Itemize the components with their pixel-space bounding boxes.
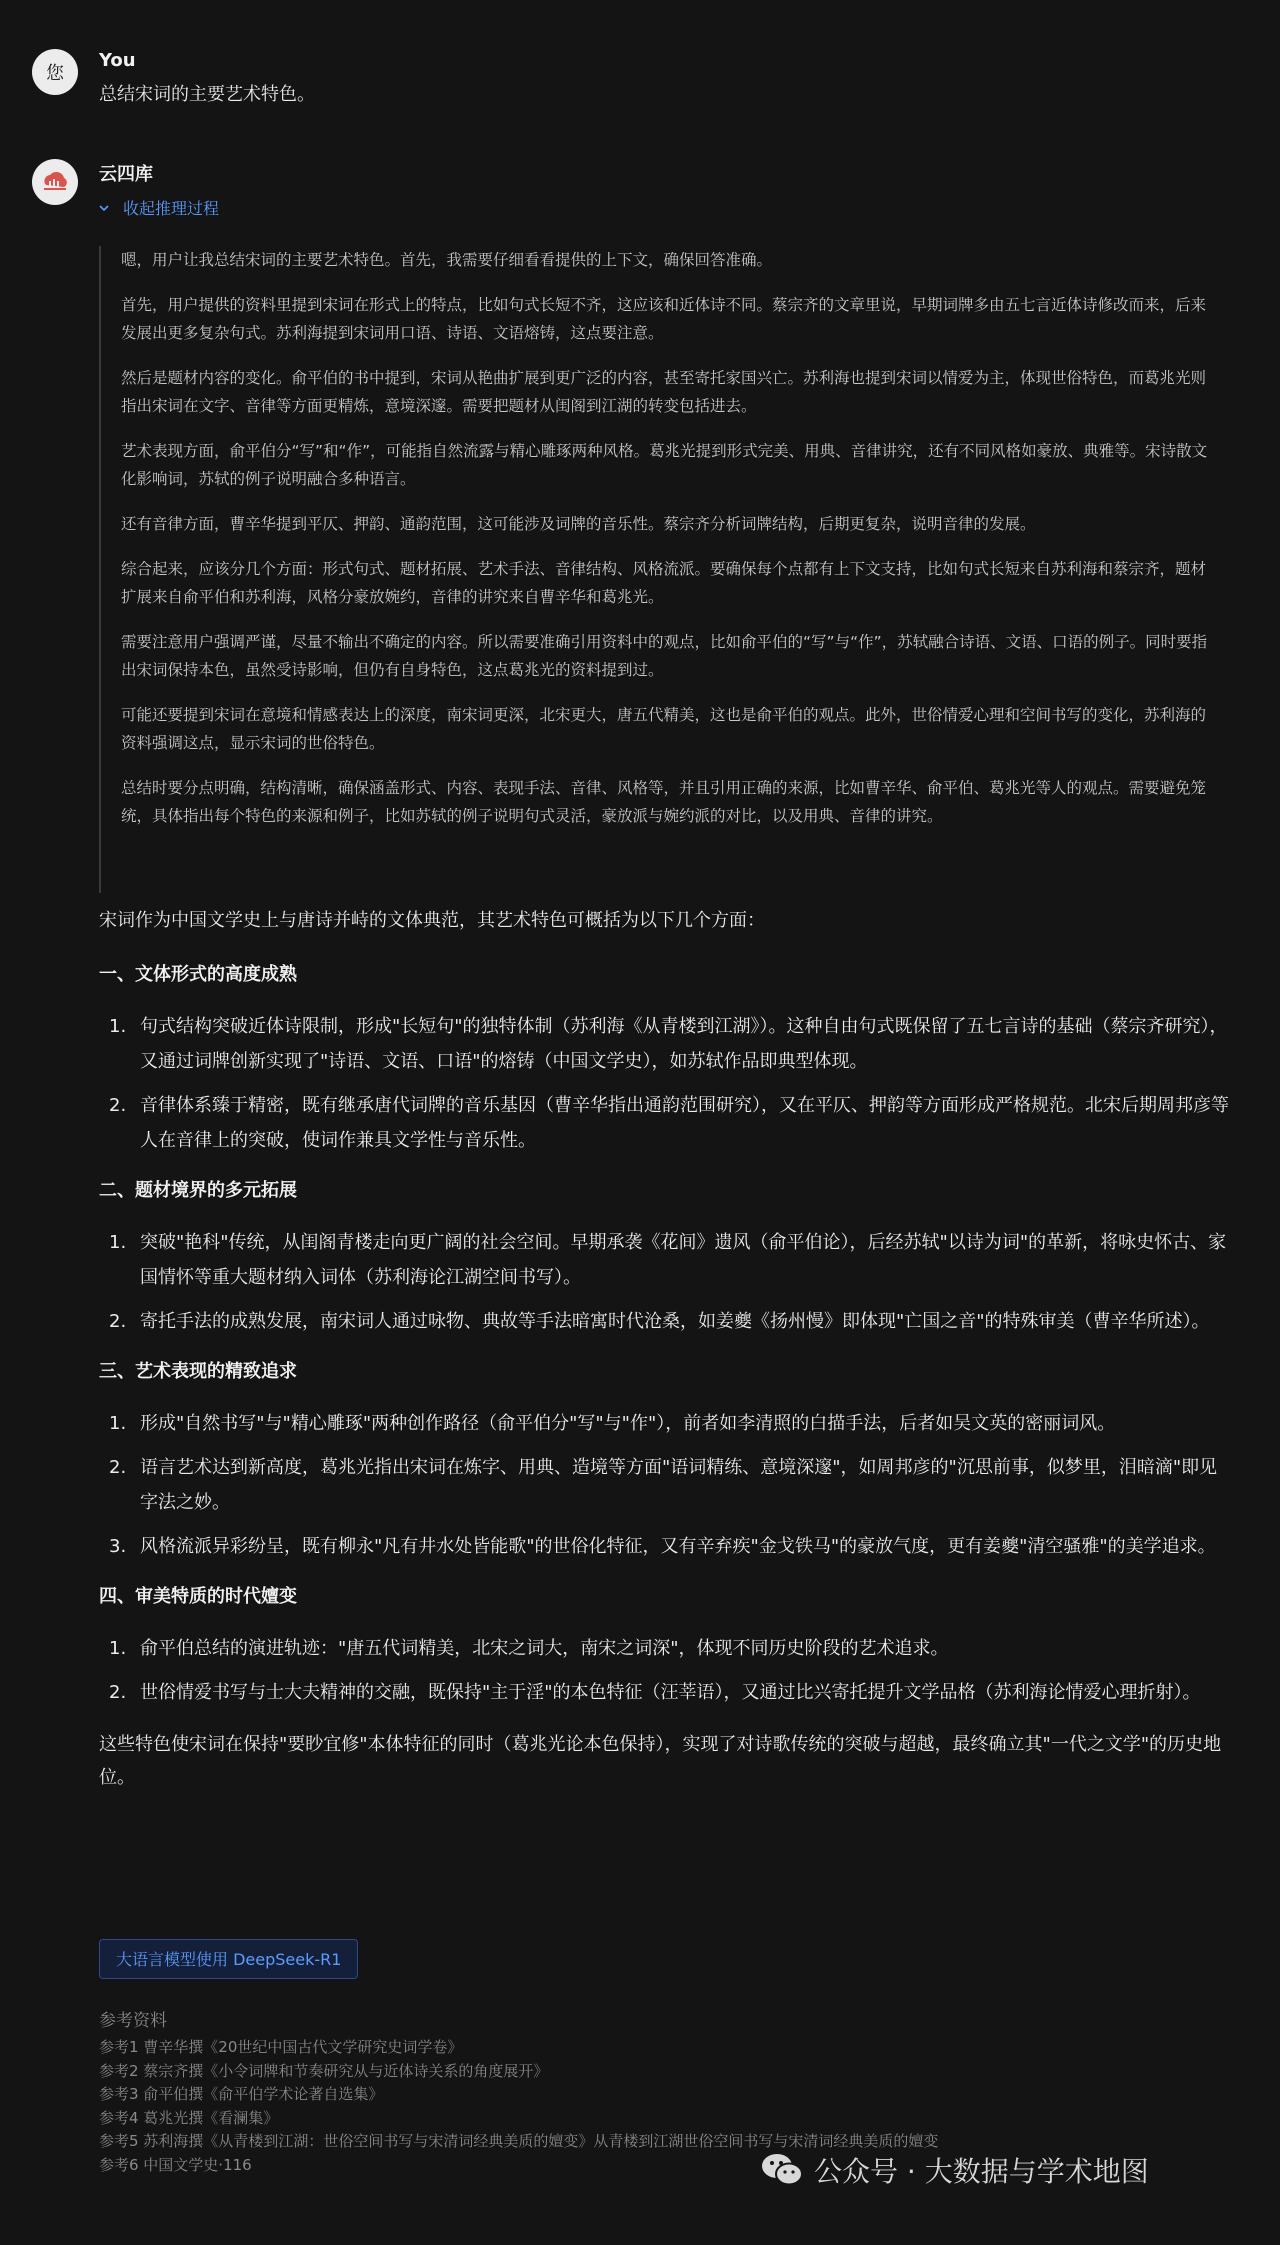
list-item (99, 1009, 1234, 1079)
section-list (99, 1406, 1234, 1564)
list-number: 2. (109, 1682, 127, 1703)
cloud-library-logo-icon (40, 171, 70, 193)
list-number: 3. (109, 1536, 127, 1557)
list-item-text: 俞平伯总结的演进轨迹："唐五代词精美，北宋之词大，南宋之词深"，体现不同历史阶段的艺术追求。 (140, 1638, 949, 1659)
list-item-text: 风格流派异彩纷呈，既有柳永"凡有井水处皆能歌"的世俗化特征，又有辛弃疾"金戈铁马"的豪放气度，更有姜夔"清空骚雅"的美学追求。 (140, 1536, 1216, 1557)
list-item (99, 1631, 1234, 1666)
chevron-down-icon (99, 203, 109, 213)
reasoning-paragraph: 还有音律方面，曹辛华提到平仄、押韵、通韵范围，这可能涉及词牌的音乐性。蔡宗齐分析词牌结构，后期更复杂，说明音律的发展。 (121, 515, 1036, 533)
list-number: 1. (109, 1638, 127, 1659)
section-heading: 一、文体形式的高度成熟 (99, 964, 297, 985)
section-heading: 三、艺术表现的精致追求 (99, 1361, 297, 1382)
reasoning-paragraph: 综合起来，应该分几个方面：形式句式、题材拓展、艺术手法、音律结构、风格流派。要确保每个点都有上下文支持，比如句式长短来自苏利海和蔡宗齐，题材扩展来自俞平伯和苏利海，风格分豪放婉约，音律的讲究来自曹辛华和葛兆光。 (121, 560, 1207, 606)
list-number: 2. (109, 1457, 127, 1478)
list-item (99, 1675, 1234, 1710)
list-item (99, 1406, 1234, 1441)
list-item-text: 音律体系臻于精密，既有继承唐代词牌的音乐基因（曹辛华指出通韵范围研究），又在平仄、押韵等方面形成严格规范。北宋后期周邦彦等人在音律上的突破，使词作兼具文学性与音乐性。 (140, 1095, 1229, 1151)
collapse-reasoning-label: 收起推理过程 (123, 199, 220, 218)
reasoning-paragraph: 艺术表现方面，俞平伯分“写”和“作”，可能指自然流露与精心雕琢两种风格。葛兆光提到形式完美、用典、音律讲究，还有不同风格如豪放、典雅等。宋诗散文化影响词，苏轼的例子说明融合多种语言。 (121, 442, 1208, 488)
answer-body (99, 904, 1234, 1794)
reference-item[interactable]: 参考6 中国文学史·116 (99, 2155, 252, 2174)
section-heading: 二、题材境界的多元拓展 (99, 1180, 297, 1201)
answer-conclusion: 这些特色使宋词在保持"要眇宜修"本体特征的同时（葛兆光论本色保持），实现了对诗歌传统的突破与超越，最终确立其"一代之文学"的历史地位。 (99, 1734, 1222, 1788)
reasoning-paragraph: 首先，用户提供的资料里提到宋词在形式上的特点，比如句式长短不齐，这应该和近体诗不同。蔡宗齐的文章里说，早期词牌多由五七言近体诗修改而来，后来发展出更多复杂句式。苏利海提到宋词用口语、诗语、文语熔铸，这点要注意。 (121, 296, 1207, 342)
reasoning-paragraph: 总结时要分点明确，结构清晰，确保涵盖形式、内容、表现手法、音律、风格等，并且引用正确的来源，比如曹辛华、俞平伯、葛兆光等人的观点。需要避免笼统，具体指出每个特色的来源和例子，比如苏轼的例子说明句式灵活，豪放派与婉约派的对比，以及用典、音律的讲究。 (121, 779, 1207, 825)
list-item (99, 1088, 1234, 1158)
list-number: 2. (109, 1095, 127, 1116)
assistant-avatar (32, 159, 78, 205)
list-item-text: 世俗情爱书写与士大夫精神的交融，既保持"主于淫"的本色特征（汪莘语），又通过比兴寄托提升文学品格（苏利海论情爱心理折射）。 (140, 1682, 1201, 1703)
reference-item[interactable]: 参考2 蔡宗齐撰《小令词牌和节奏研究从与近体诗关系的角度展开》 (99, 2061, 549, 2080)
reasoning-block (99, 246, 1214, 893)
list-item-text: 形成"自然书写"与"精心雕琢"两种创作路径（俞平伯分"写"与"作"），前者如李清照的白描手法，后者如吴文英的密丽词风。 (140, 1413, 1116, 1434)
list-number: 1. (109, 1232, 127, 1253)
section-list (99, 1009, 1234, 1158)
list-item-text: 句式结构突破近体诗限制，形成"长短句"的独特体制（苏利海《从青楼到江湖》）。这种自由句式既保留了五七言诗的基础（蔡宗齐研究），又通过词牌创新实现了"诗语、文语、口语"的熔铸（中国文学史），如苏轼作品即典型体现。 (140, 1016, 1228, 1072)
model-badge[interactable]: 大语言模型使用 DeepSeek-R1 (99, 1939, 358, 1979)
list-number: 1. (109, 1016, 127, 1037)
wechat-watermark (760, 2148, 1149, 2192)
section-list (99, 1631, 1234, 1710)
user-question: 总结宋词的主要艺术特色。 (99, 84, 315, 105)
user-avatar (32, 49, 78, 95)
user-avatar-text: 您 (46, 63, 64, 84)
reasoning-paragraph: 需要注意用户强调严谨，尽量不输出不确定的内容。所以需要准确引用资料中的观点，比如俞平伯的“写”与“作”，苏轼融合诗语、文语、口语的例子。同时要指出宋词保持本色，虽然受诗影响，但仍有自身特色，这点葛兆光的资料提到过。 (121, 633, 1208, 679)
section-list (99, 1225, 1234, 1339)
list-item (99, 1450, 1234, 1520)
list-item-text: 寄托手法的成熟发展，南宋词人通过咏物、典故等手法暗寓时代沧桑，如姜夔《扬州慢》即体现"亡国之音"的特殊审美（曹辛华所述）。 (140, 1311, 1210, 1332)
reference-item[interactable]: 参考1 曹辛华撰《20世纪中国古代文学研究史词学卷》 (99, 2038, 463, 2056)
list-number: 1. (109, 1413, 127, 1434)
list-item (99, 1304, 1234, 1339)
reasoning-paragraph: 嗯，用户让我总结宋词的主要艺术特色。首先，我需要仔细看看提供的上下文，确保回答准确。 (121, 251, 773, 269)
user-name: You (99, 50, 136, 71)
reasoning-paragraph: 然后是题材内容的变化。俞平伯的书中提到，宋词从艳曲扩展到更广泛的内容，甚至寄托家国兴亡。苏利海也提到宋词以情爱为主，体现世俗特色，而葛兆光则指出宋词在文字、音律等方面更精炼，意境深邃。需要把题材从闺阁到江湖的转变包括进去。 (121, 369, 1207, 415)
list-item-text: 突破"艳科"传统，从闺阁青楼走向更广阔的社会空间。早期承袭《花间》遗风（俞平伯论），后经苏轼"以诗为词"的革新，将咏史怀古、家国情怀等重大题材纳入词体（苏利海论江湖空间书写）。 (140, 1232, 1227, 1288)
wechat-icon (760, 2152, 804, 2188)
list-item-text: 语言艺术达到新高度，葛兆光指出宋词在炼字、用典、造境等方面"语词精练、意境深邃"，如周邦彦的"沉思前事，似梦里，泪暗滴"即见字法之妙。 (140, 1457, 1218, 1513)
list-number: 2. (109, 1311, 127, 1332)
reference-item[interactable]: 参考3 俞平伯撰《俞平伯学术论著自选集》 (99, 2085, 384, 2103)
reference-item[interactable]: 参考4 葛兆光撰《看澜集》 (99, 2108, 279, 2127)
list-item (99, 1225, 1234, 1295)
section-heading: 四、审美特质的时代嬗变 (99, 1586, 297, 1607)
assistant-name: 云四库 (99, 164, 153, 185)
references-title: 参考资料 (99, 2011, 167, 2031)
answer-intro: 宋词作为中国文学史上与唐诗并峙的文体典范，其艺术特色可概括为以下几个方面： (99, 910, 765, 931)
list-item (99, 1529, 1234, 1564)
reference-item[interactable]: 参考5 苏利海撰《从青楼到江湖：世俗空间书写与宋清词经典美质的嬗变》从青楼到江湖世俗空间书写与宋清词经典美质的嬗变 (99, 2132, 939, 2150)
watermark-text: 公众号 · 大数据与学术地图 (814, 2155, 1149, 2188)
reasoning-paragraph: 可能还要提到宋词在意境和情感表达上的深度，南宋词更深，北宋更大，唐五代精美，这也是俞平伯的观点。此外，世俗情爱心理和空间书写的变化，苏利海的资料强调这点，显示宋词的世俗特色。 (121, 706, 1207, 752)
collapse-reasoning-toggle[interactable] (99, 196, 219, 219)
